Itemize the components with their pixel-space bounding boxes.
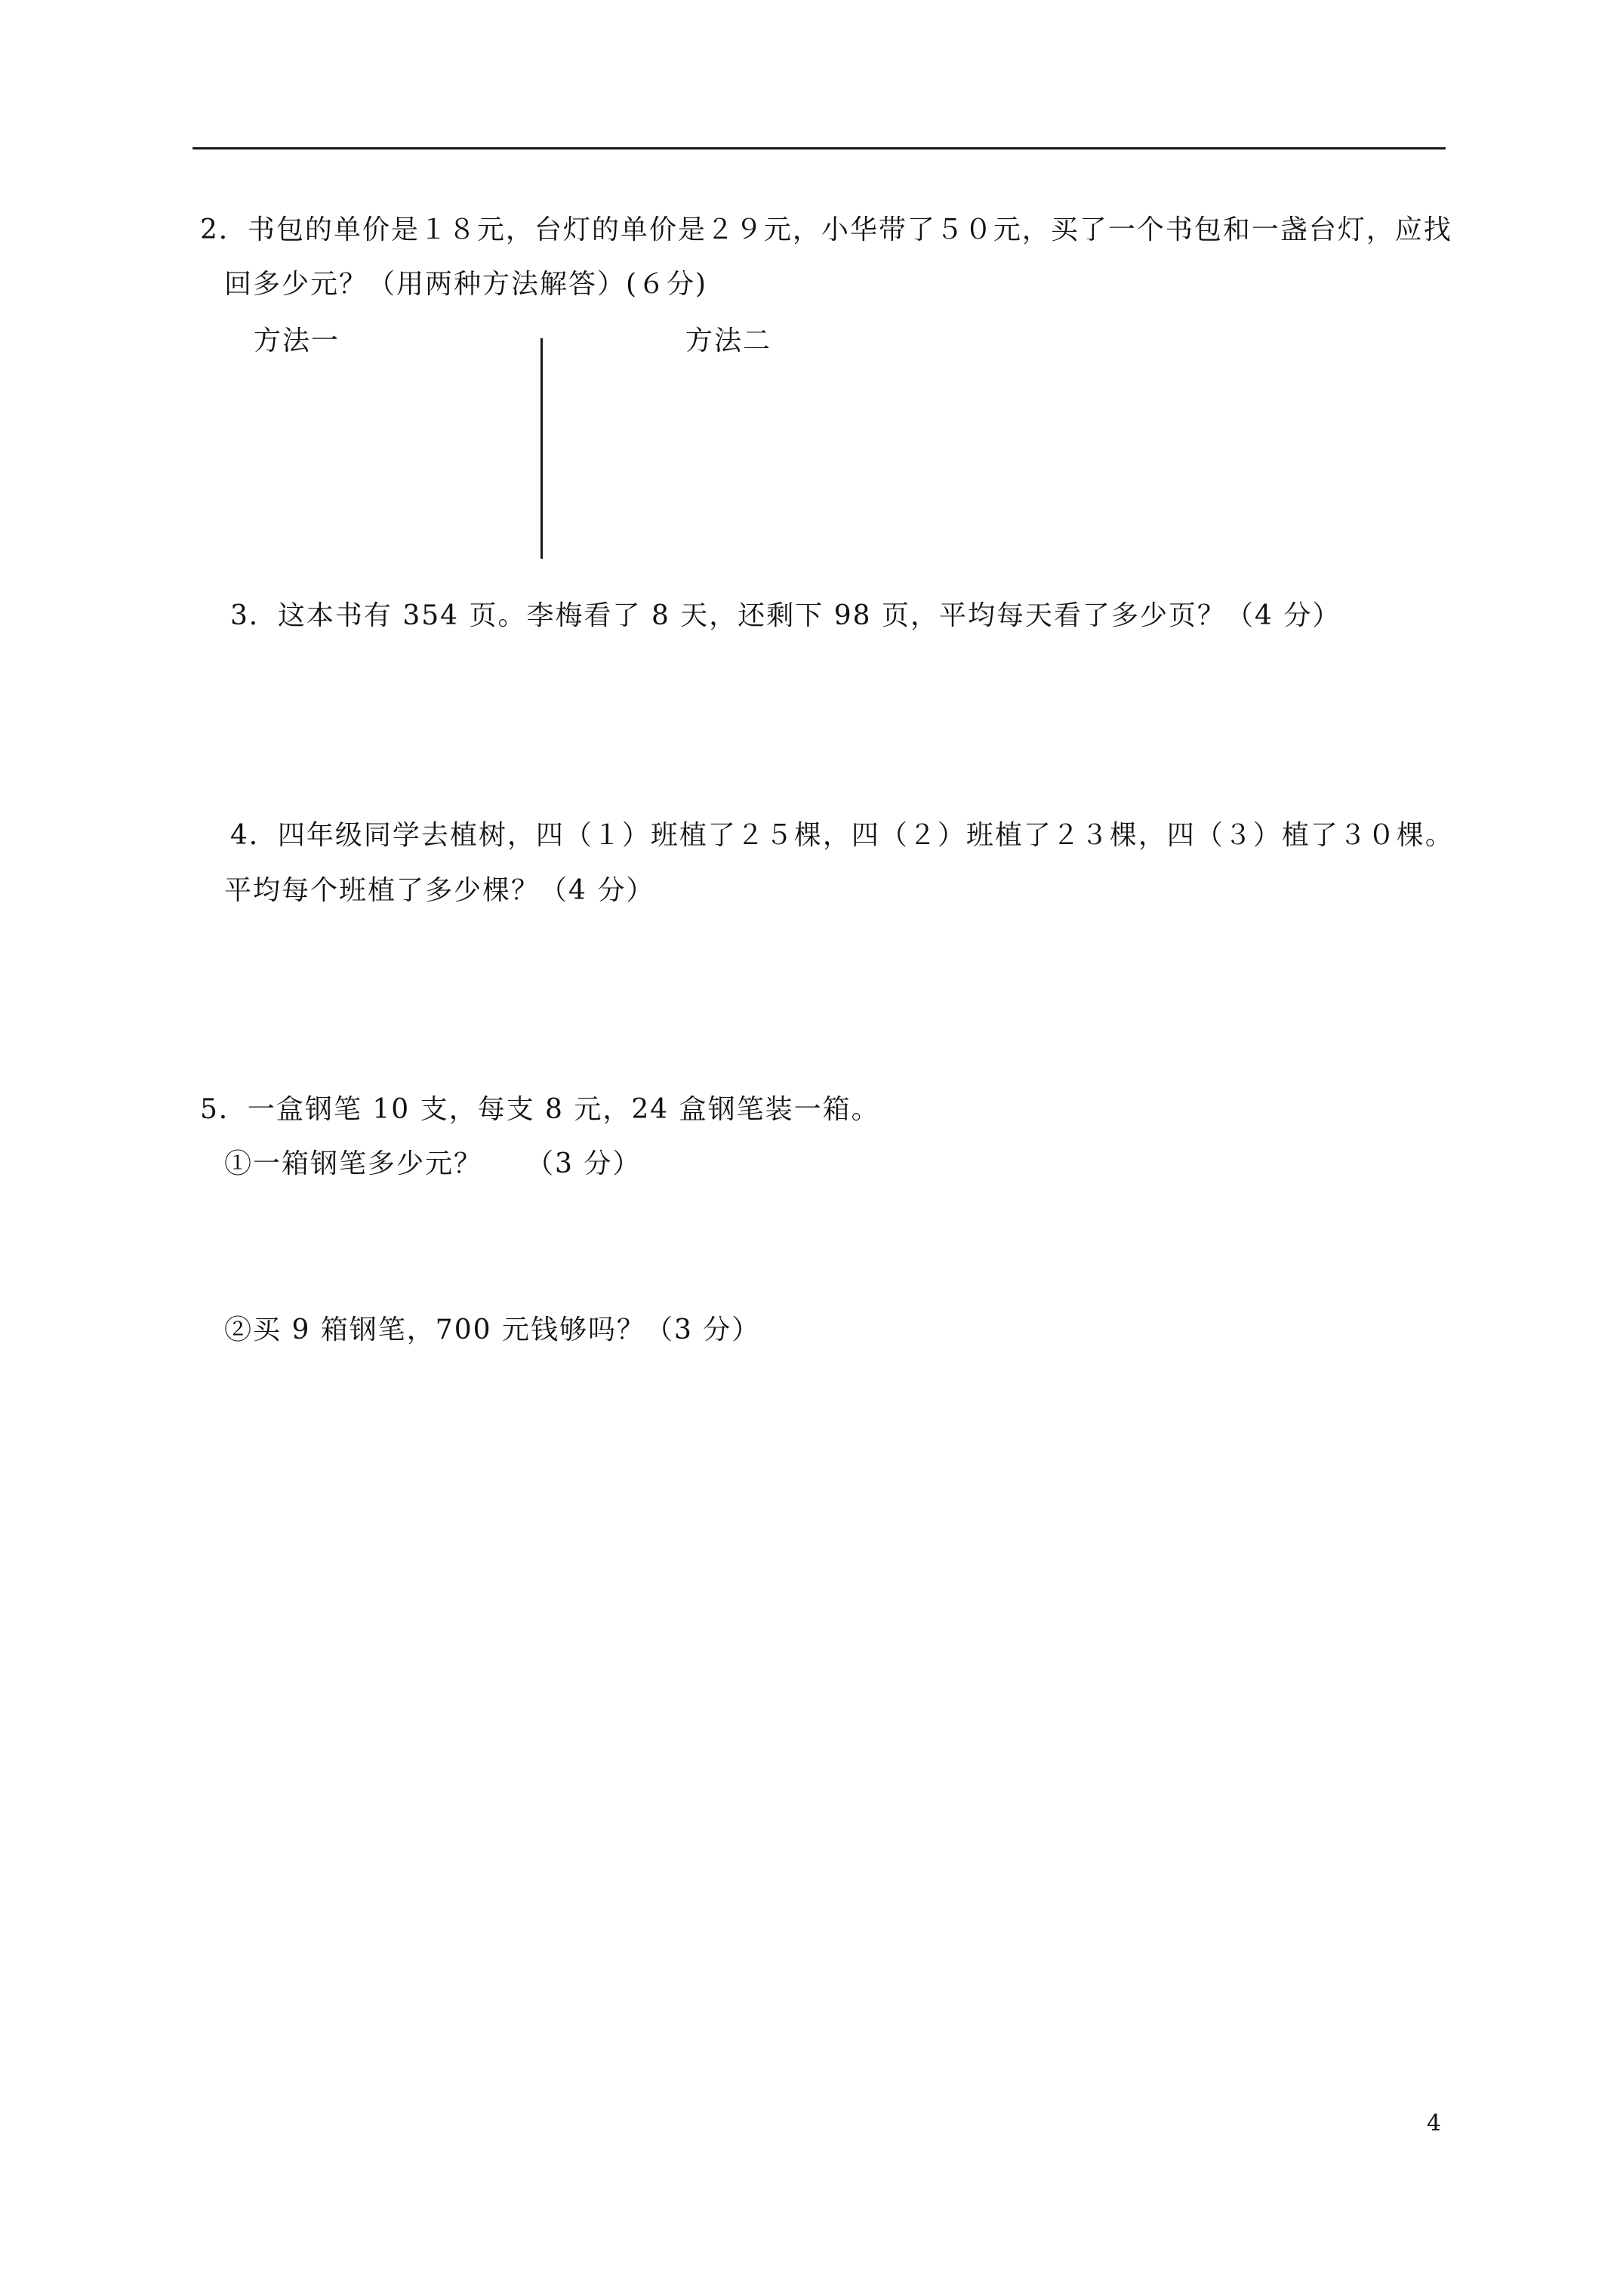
question-4-line-2: 平均每个班植了多少棵？（4 分） <box>224 875 655 906</box>
question-5-part-1: ①一箱钢笔多少元？ （3 分） <box>224 1148 642 1179</box>
question-2-line-1: 2．书包的单价是１８元，台灯的单价是２９元，小华带了５０元，买了一个书包和一盏台灯，应找 <box>200 214 1452 245</box>
question-3: 3．这本书有 354 页。李梅看了 8 天，还剩下 98 页，平均每天看了多少页？（4 分） <box>230 600 1341 631</box>
method-two-label: 方法二 <box>685 325 772 356</box>
method-one-label: 方法一 <box>254 325 340 356</box>
question-2-line-2: 回多少元？（用两种方法解答）(６分) <box>224 269 708 300</box>
method-divider <box>540 338 543 559</box>
page-number: 4 <box>1427 2110 1442 2137</box>
question-5-part-2: ②买 9 箱钢笔，700 元钱够吗？（3 分） <box>224 1314 761 1345</box>
header-rule <box>192 147 1446 149</box>
question-4-line-1: 4．四年级同学去植树，四（１）班植了２５棵，四（２）班植了２３棵，四（３）植了３０棵。 <box>230 820 1454 851</box>
question-5: 5．一盒钢笔 10 支，每支 8 元，24 盒钢笔装一箱。 <box>200 1094 880 1125</box>
